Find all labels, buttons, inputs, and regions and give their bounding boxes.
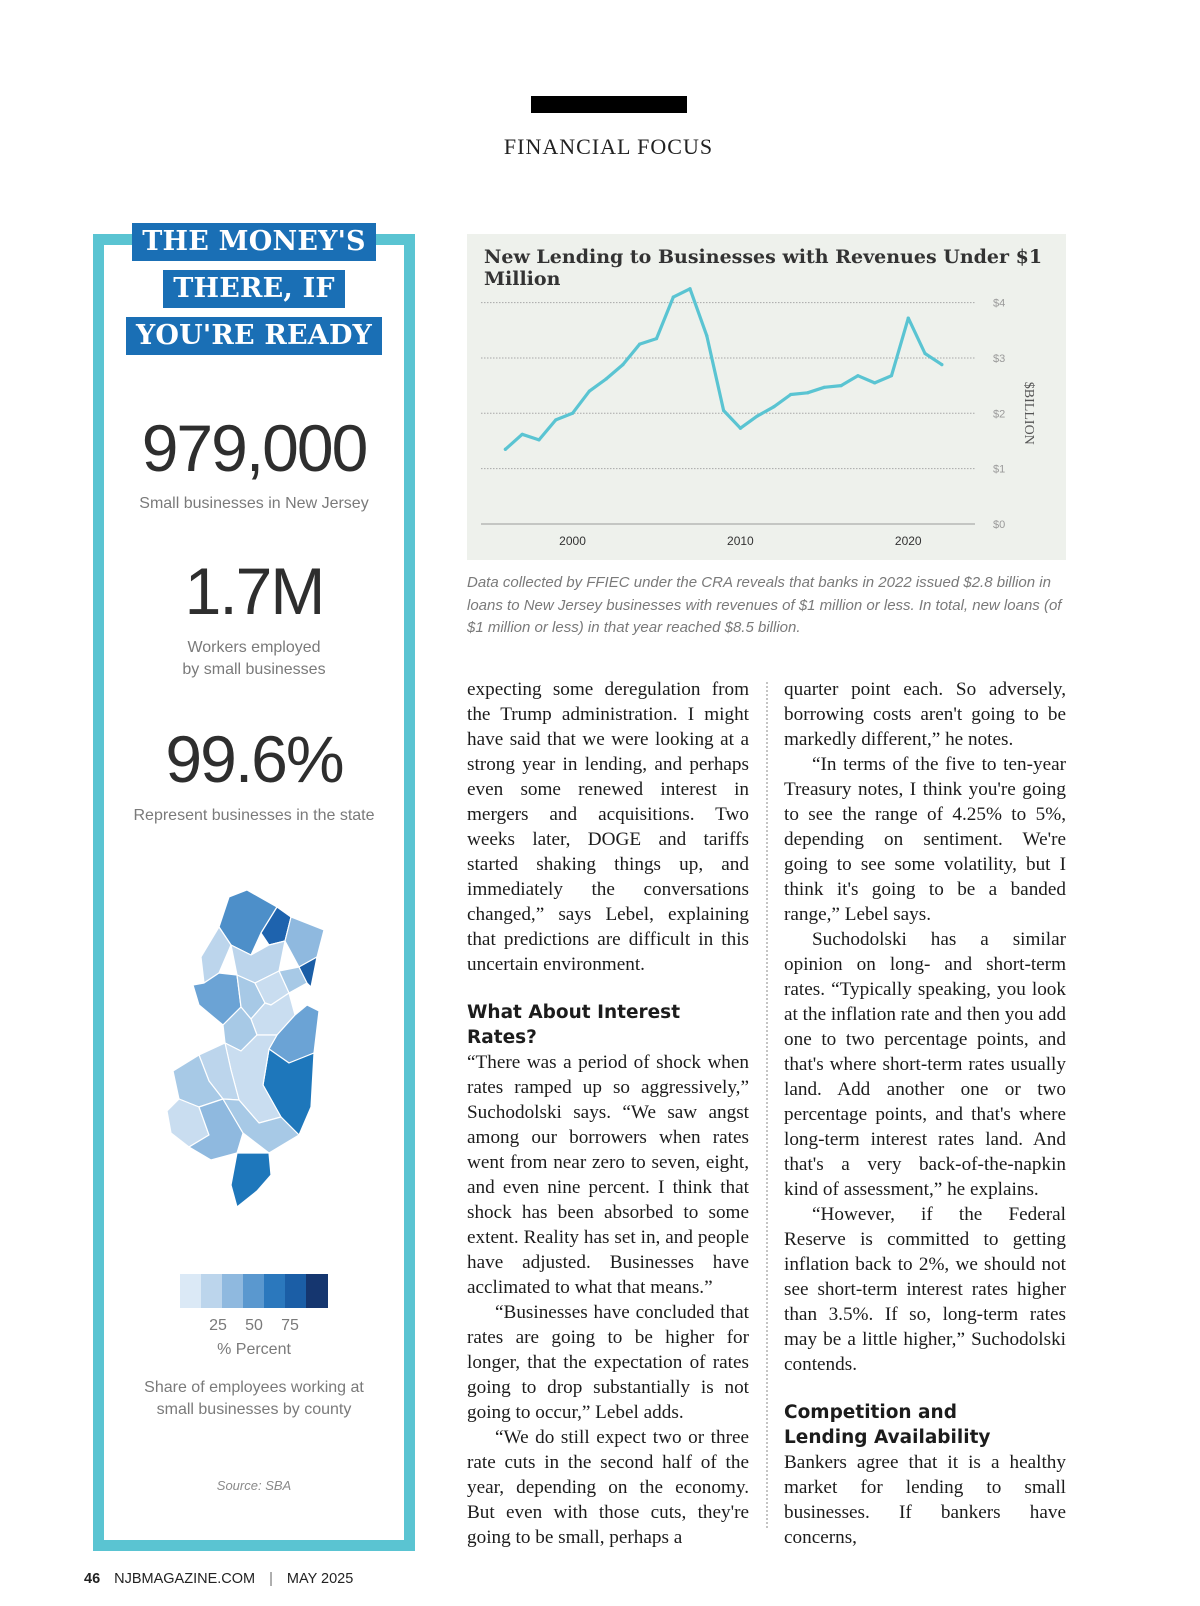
stat-share-label: Represent businesses in the state <box>133 807 375 824</box>
legend-swatch-6 <box>285 1274 307 1308</box>
chart-data-point <box>923 352 926 355</box>
legend-swatch-7 <box>306 1274 328 1308</box>
chart-data-point <box>554 418 557 421</box>
chart-data-point <box>504 448 507 451</box>
legend-swatch-5 <box>264 1274 286 1308</box>
headline-line-2: THERE, IF <box>104 270 404 308</box>
paragraph: Bankers agree that it is a healthy market for lending to small businesses. If bankers have concerns, <box>784 1452 1066 1548</box>
chart-data-point <box>621 363 624 366</box>
paragraph: “However, if the Federal Reserve is committed to getting inflation back to 2%, we should not see short-term interest rates higher than 3.5%. If so, long-term rates may be a little higher,” Suchodolski contends. <box>784 1204 1066 1375</box>
stat-workers-label: Workers employed by small businesses <box>182 639 326 678</box>
chart-data-point <box>655 337 658 340</box>
chart-data-point <box>907 317 910 320</box>
chart-ytick-label: $0 <box>993 519 1006 531</box>
paragraph: “We do still expect two or three rate cuts in the second half of the year, depending on the economy. But even with those cuts, they're going to be small, perhaps a <box>467 1427 749 1548</box>
article-column-2 <box>784 677 1066 1550</box>
map-legend-ticks: 25 50 75 <box>209 1317 299 1334</box>
stat-small-businesses-value: 979,000 <box>141 411 367 485</box>
chart-data-point <box>638 343 641 346</box>
stat-share-value: 99.6% <box>165 722 343 796</box>
section-label: FINANCIAL FOCUS <box>503 134 714 159</box>
chart-data-point <box>521 433 524 436</box>
nj-county-map <box>159 885 329 1215</box>
map-caption: Share of employees working at small businesses by county <box>144 1379 364 1418</box>
chart-data-point <box>806 391 809 394</box>
chart-data-point <box>840 384 843 387</box>
chart-ylabel: $BILLION <box>1021 381 1036 445</box>
subheading-competition: Competition and Lending Availability <box>784 1402 991 1448</box>
map-legend-title: % Percent <box>217 1341 291 1358</box>
chart-ytick-label: $4 <box>993 297 1006 310</box>
chart-data-point <box>823 386 826 389</box>
chart-xtick-label: 2020 <box>894 534 922 548</box>
chart-ytick-label: $3 <box>993 352 1006 365</box>
map-legend-bar <box>180 1274 328 1308</box>
chart-series-line <box>505 289 941 450</box>
chart-data-point <box>772 405 775 408</box>
chart-data-point <box>739 427 742 430</box>
chart-plot <box>467 234 1066 560</box>
chart-xtick-label: 2010 <box>727 534 754 548</box>
stats-sidebar <box>93 226 415 1551</box>
paragraph: expecting some deregulation from the Trump administration. I might have said that we were looking at a strong year in lending, and perhaps even some renewed interest in mergers and acquisitions. Two weeks later, DOGE and tariffs started shaking things up, and immediately the conversations changed,” says Lebel, explaining that predictions are difficult in this uncertain environment. <box>467 679 749 975</box>
chart-title: New Lending to Businesses with Revenues Under $1 Million <box>484 246 1043 290</box>
paragraph: quarter point each. So adversely, borrowing costs aren't going to be markedly different,” he notes. <box>784 679 1066 750</box>
lending-chart <box>467 234 1066 560</box>
chart-data-point <box>789 393 792 396</box>
paragraph: Suchodolski has a similar opinion on long- and short-term rates. “Typically speaking, you look at the inflation rate and then you add one to two percentage points, and that's where short-term rates usually land. Add another one or two percentage points, and that's where long-term interest rates land. And that's a very back-of-the-napkin kind of assessment,” he explains. <box>784 929 1066 1200</box>
chart-data-point <box>571 412 574 415</box>
legend-swatch-3 <box>222 1274 244 1308</box>
issue-date: MAY 2025 <box>286 1571 354 1587</box>
page-number: 46 <box>84 1571 101 1587</box>
chart-data-point <box>856 374 859 377</box>
legend-swatch-1 <box>180 1274 202 1308</box>
chart-data-point <box>940 363 943 366</box>
headline-line-1: THE MONEY'S <box>104 223 404 261</box>
paragraph: “There was a period of shock when rates ramped up so aggressively,” Suchodolski says. “We saw angst among our borrowers when rates went from near zero to seven, eight, and even nine percent. I think that shock has been absorbed to some extent. Reality has set in, and people have adjusted. Businesses have acclimated to what that means.” <box>467 1052 749 1298</box>
stat-workers-value: 1.7M <box>184 554 324 628</box>
chart-caption: Data collected by FFIEC under the CRA reveals that banks in 2022 issued $2.8 billion in loans to New Jersey businesses with revenues of $1 million or less. In total, new loans (of $1 million or less) in that year reached $8.5 billion. <box>467 574 1062 636</box>
chart-data-point <box>722 409 725 412</box>
source-note: Source: SBA <box>216 1478 292 1493</box>
site-name: NJBMAGAZINE.COM <box>114 1571 256 1587</box>
chart-ytick-label: $1 <box>993 463 1006 476</box>
county-bergen <box>285 917 324 967</box>
headline-line-3: YOU'RE READY <box>104 317 404 355</box>
section-bar <box>531 96 687 113</box>
chart-data-point <box>588 390 591 393</box>
county-cape-may <box>231 1153 271 1207</box>
legend-swatch-2 <box>201 1274 223 1308</box>
chart-xtick-label: 2000 <box>559 534 586 548</box>
legend-swatch-4 <box>243 1274 265 1308</box>
chart-data-point <box>605 377 608 380</box>
chart-data-point <box>537 438 540 441</box>
article-column-1 <box>467 677 749 1550</box>
column-divider <box>766 682 768 1528</box>
chart-data-point <box>756 414 759 417</box>
chart-data-point <box>873 381 876 384</box>
paragraph: “In terms of the five to ten-year Treasury notes, I think you're going to see the range of 4.25% to 5%, depending on sentiment. We're going to see some volatility, but I think it's going to be a banded range,” Lebel says. <box>784 754 1066 925</box>
chart-data-point <box>672 295 675 298</box>
paragraph: “Businesses have concluded that rates are going to be higher for longer, that the expectation of rates going to drop substantially is not going to occur,” Lebel adds. <box>467 1302 749 1423</box>
page-footer: 46 NJBMAGAZINE.COM | MAY 2025 <box>84 1571 354 1587</box>
stat-small-businesses-label: Small businesses in New Jersey <box>139 495 369 512</box>
subheading-interest-rates: What About Interest Rates? <box>467 1002 681 1048</box>
chart-data-point <box>705 334 708 337</box>
chart-data-point <box>688 287 691 290</box>
chart-ytick-label: $2 <box>993 408 1006 421</box>
chart-data-point <box>890 374 893 377</box>
